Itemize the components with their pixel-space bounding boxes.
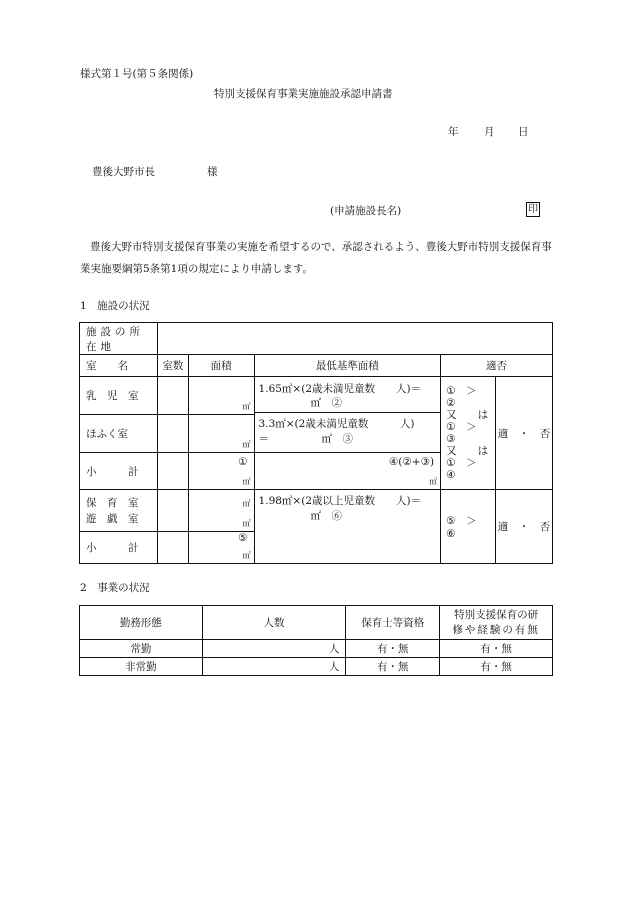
judge-over2[interactable]: 適 ・ 否 xyxy=(496,490,553,564)
nursery-count[interactable] xyxy=(157,490,188,532)
compare-over2: ⑤ ＞ ⑥ xyxy=(441,490,496,564)
applicant-label: (申請施設長名) xyxy=(330,205,402,217)
subtotal2-area[interactable] xyxy=(188,532,254,564)
header-qualification: 保育士等資格 xyxy=(346,606,440,640)
header-standard: 最低基準面積 xyxy=(254,355,441,377)
addressee: 豊後大野市長 xyxy=(92,166,155,178)
unit-label: ㎡ xyxy=(242,477,251,486)
location-label: 施設の所在地 xyxy=(80,323,158,355)
unit-label: ㎡ xyxy=(429,477,438,486)
row-infant-room: 乳 児 室 xyxy=(80,377,158,415)
formula-sum: ④(②+③) xyxy=(388,456,435,468)
subtotal1-area[interactable] xyxy=(188,453,254,490)
staff-table xyxy=(79,605,553,676)
row-fulltime: 常勤 xyxy=(80,640,203,658)
row-crawl-room: ほふく室 xyxy=(80,415,158,453)
section2-heading: 2 事業の状況 xyxy=(80,582,150,594)
fulltime-count[interactable]: 人 xyxy=(202,640,346,658)
subtotal1-count xyxy=(157,453,188,490)
unit-label: ㎡ xyxy=(242,402,251,411)
infant-count[interactable] xyxy=(157,377,188,415)
compare-under2: ① ＞ ② 又 は ① ＞ ③ 又 は ① ＞ ④ xyxy=(441,377,496,490)
unit-label: ㎡ xyxy=(242,551,251,560)
fulltime-qualification[interactable]: 有・無 xyxy=(346,640,440,658)
formula3-line2: ㎡ ⑥ xyxy=(310,510,343,522)
form-number: 様式第１号(第５条関係) xyxy=(80,68,194,80)
crawl-count[interactable] xyxy=(157,415,188,453)
header-work-form: 勤務形態 xyxy=(80,606,203,640)
row-subtotal-1: 小 計 xyxy=(80,453,158,490)
formula3-line1: 1.98㎡×(2歳以上児童数 人)＝ xyxy=(258,495,422,507)
header-training: 特別支援保育の研 修や経験の有無 xyxy=(440,606,553,640)
parttime-count[interactable]: 人 xyxy=(202,658,346,676)
row-nursery-play: 保 育 室 遊 戯 室 xyxy=(80,490,158,532)
crawl-area[interactable] xyxy=(188,415,254,453)
judge-under2[interactable]: 適 ・ 否 xyxy=(496,377,553,490)
document-title: 特別支援保育事業実施施設承認申請書 xyxy=(214,88,393,100)
subtotal2-count xyxy=(157,532,188,564)
fulltime-training[interactable]: 有・無 xyxy=(440,640,553,658)
header-eligibility: 適否 xyxy=(441,355,553,377)
circle-5: ⑤ xyxy=(238,532,248,544)
header-headcount: 人数 xyxy=(202,606,346,640)
facility-table xyxy=(79,322,553,564)
date-day-label: 日 xyxy=(518,126,529,138)
parttime-qualification[interactable]: 有・無 xyxy=(346,658,440,676)
date-month-label: 月 xyxy=(484,126,495,138)
date-year-label: 年 xyxy=(448,126,459,138)
location-value[interactable] xyxy=(157,323,552,355)
header-room: 室 名 xyxy=(80,355,158,377)
formula1-line1: 1.65㎡×(2歳未満児童数 人)＝ xyxy=(258,383,422,395)
infant-area[interactable] xyxy=(188,377,254,415)
over2-formula xyxy=(254,490,441,564)
section1-heading: 1 施設の状況 xyxy=(80,300,150,312)
honorific: 様 xyxy=(207,166,218,178)
unit-label: ㎡ xyxy=(242,519,251,528)
under2-formula xyxy=(254,377,441,453)
seal-mark: 印 xyxy=(528,204,538,215)
header-area: 面積 xyxy=(188,355,254,377)
request-text: 豊後大野市特別支援保育事業の実施を希望するので、承認されるよう、豊後大野市特別支援保育事業実施要綱第5条第1項の規定により申請します。 xyxy=(80,241,552,275)
sum-formula xyxy=(254,453,441,490)
unit-label: ㎡ xyxy=(242,499,251,508)
row-parttime: 非常勤 xyxy=(80,658,203,676)
formula1-line2: ㎡ ② xyxy=(310,397,343,409)
unit-label: ㎡ xyxy=(242,440,251,449)
header-count: 室数 xyxy=(157,355,188,377)
nursery-area[interactable] xyxy=(188,490,254,532)
row-subtotal-2: 小 計 xyxy=(80,532,158,564)
parttime-training[interactable]: 有・無 xyxy=(440,658,553,676)
circle-1: ① xyxy=(238,456,248,468)
formula2-line1: 3.3㎡×(2歳未満児童数 人) xyxy=(258,418,415,430)
formula2-line2: ＝ ㎡ ③ xyxy=(258,433,354,445)
